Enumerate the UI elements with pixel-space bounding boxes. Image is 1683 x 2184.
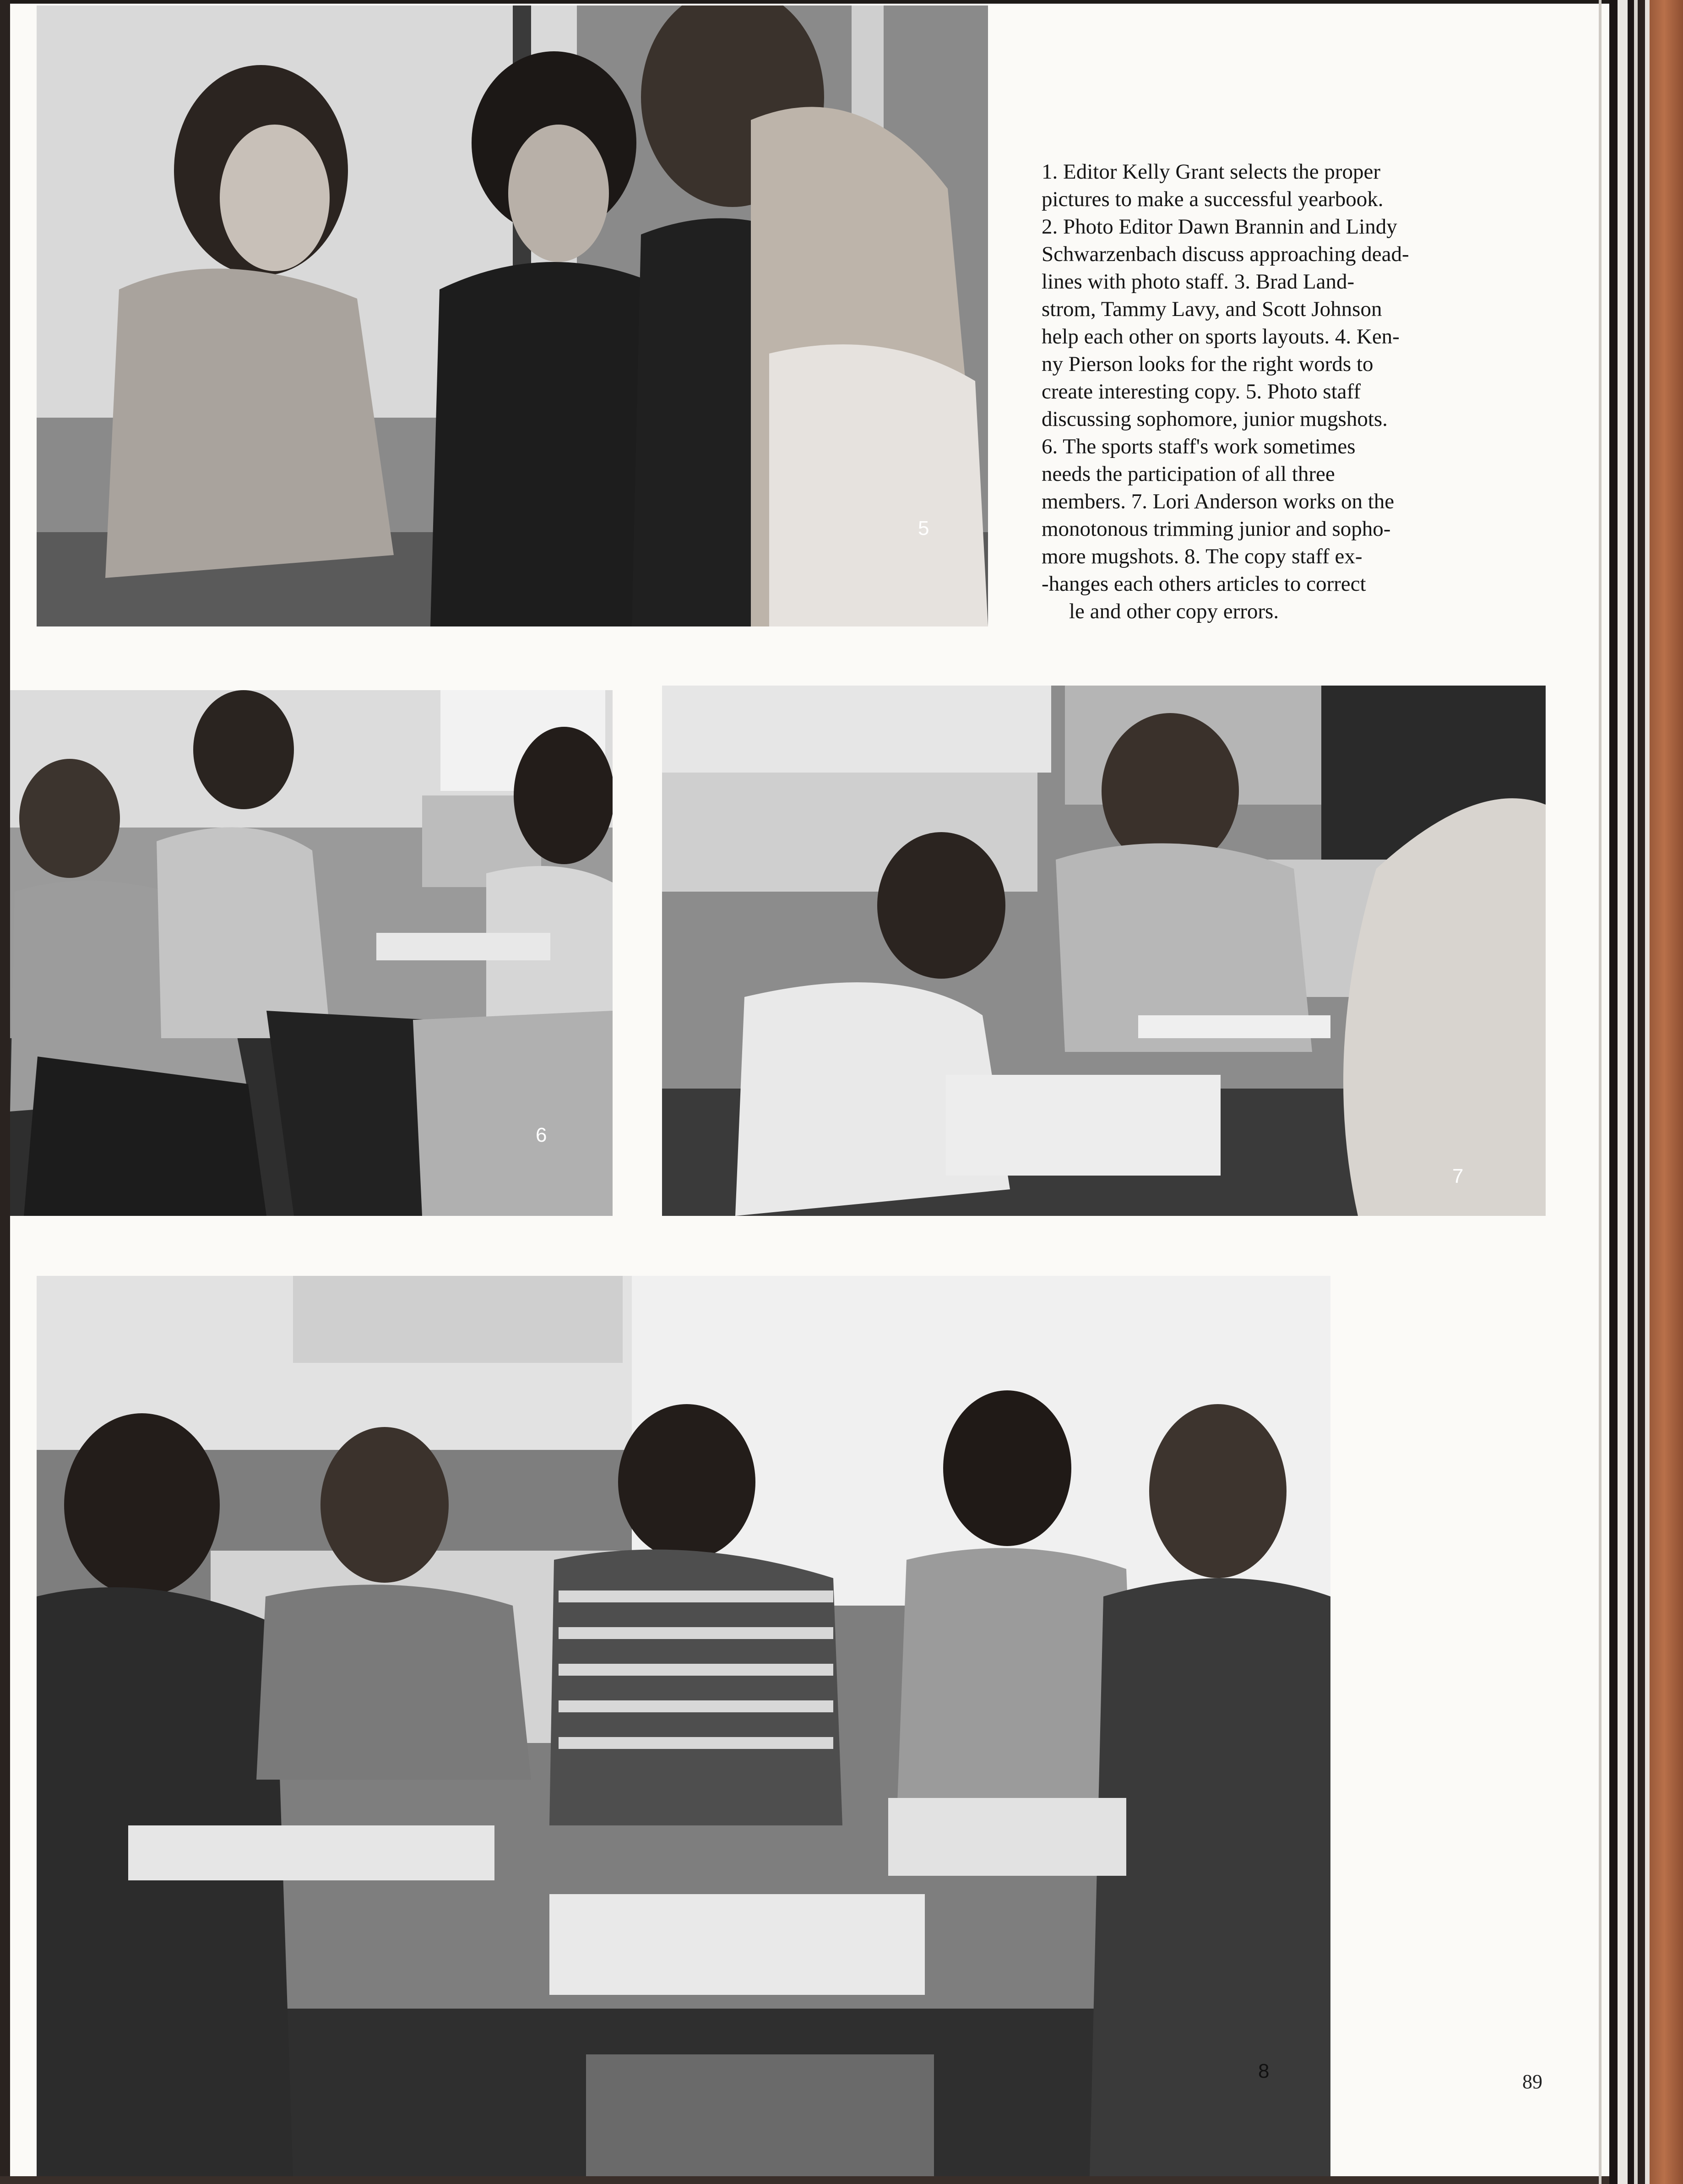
caption-line: members. 7. Lori Anderson works on the <box>1042 490 1395 513</box>
caption-line: -hanges each others articles to correct <box>1042 572 1366 596</box>
caption-line: pictures to make a successful yearbook. <box>1042 187 1384 211</box>
caption-line: more mugshots. 8. The copy staff ex- <box>1042 545 1363 568</box>
caption-line: needs the participation of all three <box>1042 462 1335 486</box>
caption-line: monotonous trimming junior and sopho- <box>1042 517 1391 541</box>
caption-line: ny Pierson looks for the right words to <box>1042 352 1374 376</box>
photo-8-image <box>37 1276 1330 2176</box>
page-gutter-line <box>1599 0 1602 2184</box>
caption-line: 1. Editor Kelly Grant selects the proper <box>1042 160 1381 184</box>
caption-line: Schwarzenbach discuss approaching dead- <box>1042 242 1409 266</box>
caption-line: help each other on sports layouts. 4. Ken- <box>1042 325 1400 349</box>
photo-number-8: 8 <box>1258 2060 1270 2082</box>
photo-number-6: 6 <box>536 1124 547 1146</box>
photo-6-image <box>10 690 613 1216</box>
caption-line: strom, Tammy Lavy, and Scott Johnson <box>1042 297 1382 321</box>
caption-line: 2. Photo Editor Dawn Brannin and Lindy <box>1042 215 1397 239</box>
photo-6 <box>10 690 613 1216</box>
caption-line: lines with photo staff. 3. Brad Land- <box>1042 270 1355 294</box>
caption-line: create interesting copy. 5. Photo staff <box>1042 380 1361 403</box>
photo-5-image <box>37 5 988 626</box>
photo-caption <box>1042 158 1465 625</box>
caption-line: le and other copy errors. <box>1069 599 1279 623</box>
caption-line: 6. The sports staff's work sometimes <box>1042 435 1356 458</box>
photo-7-image <box>662 686 1546 1216</box>
page-number: 89 <box>1522 2070 1542 2093</box>
scan-top-edge <box>0 0 1683 4</box>
photo-number-7: 7 <box>1452 1165 1464 1187</box>
caption-line: discussing sophomore, junior mugshots. <box>1042 407 1388 431</box>
scan-bottom-edge <box>0 2176 1683 2184</box>
photo-7 <box>662 686 1546 1216</box>
photo-5 <box>37 5 988 626</box>
photo-8 <box>37 1276 1330 2176</box>
photo-number-5: 5 <box>918 517 929 539</box>
book-binding <box>1609 0 1683 2184</box>
scan-left-edge <box>0 0 10 2184</box>
